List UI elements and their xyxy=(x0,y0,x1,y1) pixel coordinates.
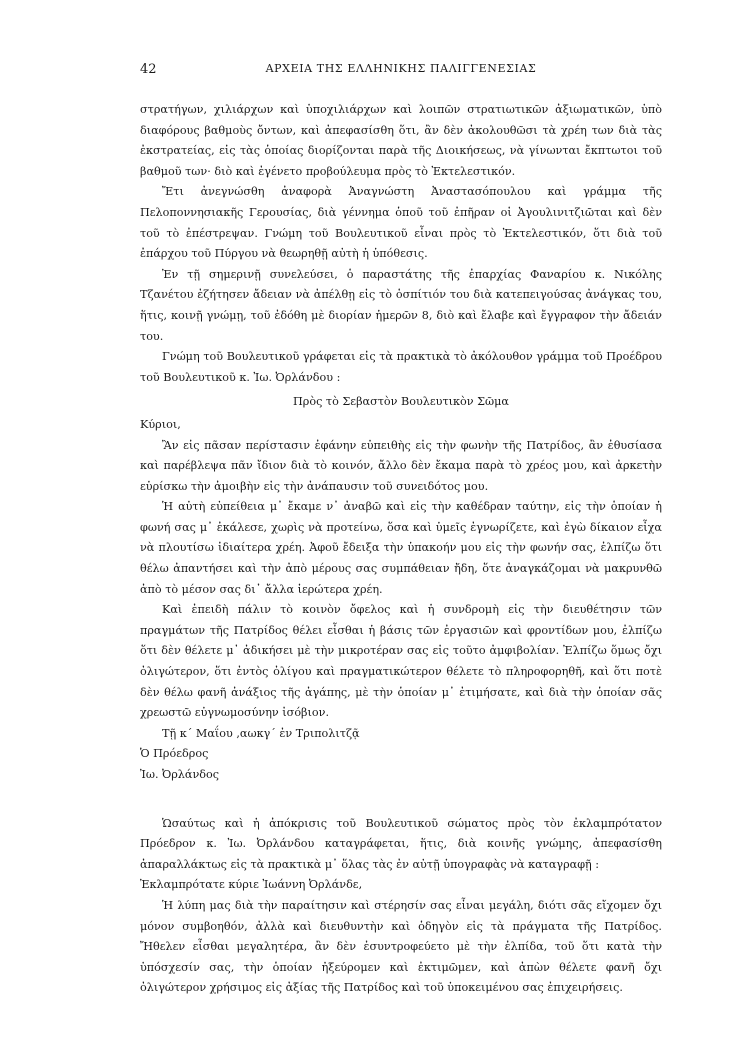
letter-salutation: Κύριοι, xyxy=(140,417,181,431)
letter-paragraph: Ἂν εἰς πᾶσαν περίστασιν ἐφάνην εὐπειθὴς εἰς τὴν φωνὴν τῆς Πατρίδος, ἂν ἐθυσίασα καὶ παρέβλεψα πᾶν ἴδιον διὰ τὸ κοινόν, ἄλλο δὲν ἔκαμα παρὰ τὸ χρέος μου, καὶ ἀρκετὴν εὑρίσκω τὴν ἀμοιβὴν εἰς τὴν ἀνάπαυσιν τοῦ συνειδότος μου. xyxy=(140,438,662,493)
paragraph: Ἐν τῇ σημερινῇ συνελεύσει, ὁ παραστάτης τῆς ἐπαρχίας Φαναρίου κ. Νικόλης Τζανέτου ἐζήτησεν ἄδειαν νὰ ἀπέλθῃ εἰς τὸ ὁσπίτιόν του διὰ κατεπειγούσας ἀνάγκας του, ἥτις, κοινῇ γνώμῃ, τοῦ ἐδόθη μὲ διορίαν ἡμερῶν 8, διὸ καὶ ἔλαβε καὶ ἔγγραφον τὴν ἄδειάν του. xyxy=(140,267,662,343)
letter-paragraph: Καὶ ἐπειδὴ πάλιν τὸ κοινὸν ὄφελος καὶ ἡ συνδρομὴ εἰς τὴν διευθέτησιν τῶν πραγμάτων τῆς Πατρίδος θέλει εἶσθαι ἡ βάσις τῶν ἐργασιῶν καὶ φροντίδων μου, ἐλπίζω ὅτι δὲν θέλετε μ᾽ ἀδικήσει μὲ τὴν μικροτέραν σας εἰς τοῦτο ἀμφιβολίαν. Ἐλπίζω ὅμως ὄχι ὀλιγώτερον, ὅτι ἐντὸς ὀλίγου καὶ πραγματικώτερον θέλετε τὸ πληροφορηθῆ, καὶ ὅτι ποτὲ δὲν θέλω φανῆ ἀνάξιος τῆς ἀγάπης, μὲ τὴν ὁποίαν μ᾽ ἐτιμήσατε, καὶ διὰ τὴν ὁποίαν σᾶς χρεωστῶ εὐγνωμοσύνην ἰσόβιον. xyxy=(140,603,662,720)
signature-title: Ὁ Πρόεδρος xyxy=(140,747,209,761)
letter-address: Πρὸς τὸ Σεβαστὸν Βουλευτικὸν Σῶμα xyxy=(293,395,509,409)
page-header xyxy=(140,62,662,82)
paragraph-continued: στρατήγων, χιλιάρχων καὶ ὑποχιλιάρχων καὶ λοιπῶν στρατιωτικῶν ἀξιωματικῶν, ὑπὸ διαφόρους βαθμοὺς ὄντων, καὶ ἀπεφασίσθη ὅτι, ἂν δὲν ἀκολουθῶσι τὰ χρέη των διὰ τὰς ἐκστρατείας, εἰς τὰς ὁποίας διορίζονται παρὰ τῆς Διοικήσεως, νὰ γίνωνται ἔκπτωτοι τοῦ βαθμοῦ των· διὸ καὶ ἐγένετο προβούλευμα πρὸς τὸ Ἐκτελεστικόν. xyxy=(140,103,662,178)
running-title: ΑΡΧΕΙΑ ΤΗΣ ΕΛΛΗΝΙΚΗΣ ΠΑΛΙΓΓΕΝΕΣΙΑΣ xyxy=(265,62,537,75)
reply-salutation: Ἐκλαμπρότατε κύριε Ἰωάννη Ὀρλάνδε, xyxy=(140,878,363,892)
document-body xyxy=(140,100,662,999)
signature-name: Ἰω. Ὀρλάνδος xyxy=(140,768,219,781)
paragraph: Ὡσαύτως καὶ ἡ ἀπόκρισις τοῦ Βουλευτικοῦ σώματος πρὸς τὸν ἐκλαμπρότατον Πρόεδρον κ. Ἰω. Ὀρλάνδου καταγράφεται, ἥτις, διὰ κοινῆς γνώμης, ἀπεφασίσθη ἀπαραλλάκτως εἰς τὰ πρακτικὰ μ᾽ ὅλας τὰς ἐν αὐτῇ ὑπογραφὰς νὰ καταγραφῇ : xyxy=(140,816,662,871)
paragraph: Γνώμη τοῦ Βουλευτικοῦ γράφεται εἰς τὰ πρακτικὰ τὸ ἀκόλουθον γράμμα τοῦ Προέδρου τοῦ Βουλευτικοῦ κ. Ἰω. Ὀρλάνδου : xyxy=(140,350,662,384)
paragraph: Ἔτι ἀνεγνώσθη ἀναφορὰ Ἀναγνώστη Ἀναστασόπουλου καὶ γράμμα τῆς Πελοποννησιακῆς Γερουσίας, διὰ γέννημα ὁποῦ τοῦ ἐπῆραν οἱ Ἀγουλινιτζιῶται καὶ δὲν τοῦ τὸ ἐπέστρεψαν. Γνώμη τοῦ Βουλευτικοῦ εἶναι πρὸς τὸ Ἐκτελεστικόν, ὅτι διὰ τοῦ ἐπάρχου τοῦ Πύργου νὰ θεωρηθῇ αὐτὴ ἡ ὑπόθεσις. xyxy=(140,185,662,261)
letter-paragraph: Ἡ αὐτὴ εὐπείθεια μ᾽ ἔκαμε ν᾽ ἀναβῶ καὶ εἰς τὴν καθέδραν ταύτην, εἰς τὴν ὁποίαν ἡ φωνή σας μ᾽ ἐκάλεσε, χωρὶς νὰ προτείνω, ὅσα καὶ ὑμεῖς ἐγνωρίζετε, καὶ ἐγὼ δίκαιον εἶχα νὰ πλουτίσω ἰδιαίτερα χρέη. Ἀφοῦ ἔδειξα τὴν ὑπακοήν μου εἰς τὴν φωνήν σας, ἐλπίζω ὅτι θέλω ἀπαντήσει καὶ τὴν ἀπὸ μέρους σας συμπάθειαν ἤδη, ὅτε ἀναγκάζομαι νὰ μακρυνθῶ ἀπὸ τὸ μέσον σας δι᾽ ἄλλα ἱερώτερα χρέη. xyxy=(140,500,662,596)
spacer xyxy=(140,786,662,814)
reply-paragraph: Ἡ λύπη μας διὰ τὴν παραίτησιν καὶ στέρησίν σας εἶναι μεγάλη, διότι σᾶς εἴχομεν ὄχι μόνον συμβοηθόν, ἀλλὰ καὶ διευθυντὴν καὶ ὁδηγὸν εἰς τὰ πράγματα τῆς Πατρίδος. Ἤθελεν εἶσθαι μεγαλητέρα, ἂν δὲν ἐσυντροφεύετο μὲ τὴν ἐλπίδα, τοῦ ὅτι κατὰ τὴν ὑπόσχεσίν σας, τὴν ὁποίαν ἠξεύρομεν καὶ ἐκτιμῶμεν, καὶ ἀπὼν θέλετε φανῆ ὄχι ὀλιγώτερον χρήσιμος εἰς ἀξίας τῆς Πατρίδος καὶ τοῦ ὑποκειμένου σας ἐπιχειρήσεις. xyxy=(140,898,662,995)
letter-dateline: Τῇ κ´ Μαΐου ,αωκγ´ ἐν Τριπολιτζᾷ xyxy=(162,726,360,740)
page-number: 42 xyxy=(140,62,157,77)
